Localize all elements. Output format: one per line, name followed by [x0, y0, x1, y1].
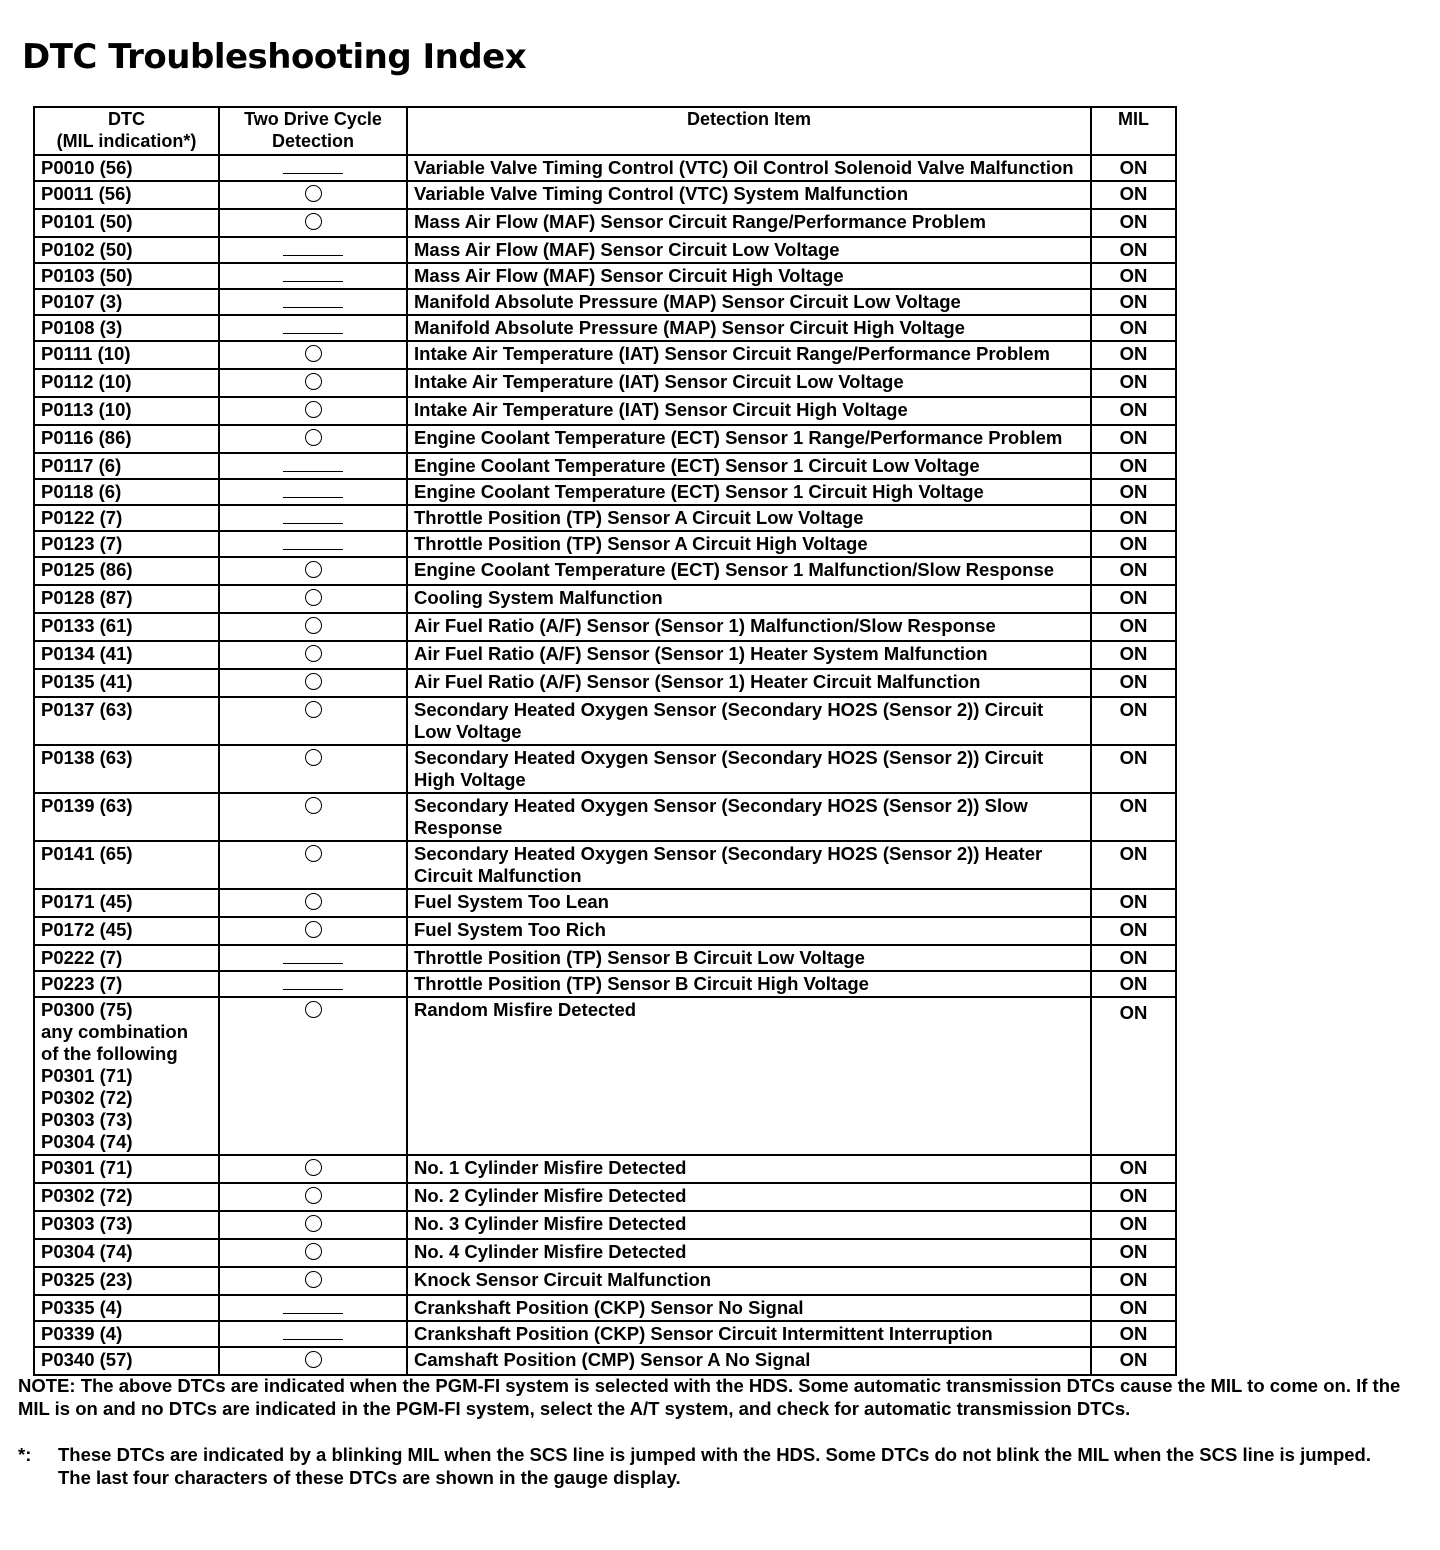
dtc-index-table [33, 106, 1177, 1376]
mil-status: ON [1091, 669, 1176, 697]
two-drive-cycle-cell [219, 1155, 407, 1183]
detection-item: Throttle Position (TP) Sensor B Circuit High Voltage [407, 971, 1091, 997]
two-drive-cycle-cell [219, 479, 407, 505]
two-drive-cycle-cell [219, 181, 407, 209]
dtc-code: P0303 (73) [41, 1109, 133, 1130]
two-drive-cycle-cell [219, 1239, 407, 1267]
dtc-code-cell [34, 745, 219, 793]
dtc-code: P0301 (71) [41, 1157, 133, 1178]
two-drive-cycle-cell [219, 155, 407, 181]
table-row [34, 263, 1176, 289]
mil-status: ON [1091, 945, 1176, 971]
dtc-code: any combination [41, 1021, 188, 1042]
detection-item: Crankshaft Position (CKP) Sensor Circuit Intermittent Interruption [407, 1321, 1091, 1347]
mil-status: ON [1091, 1295, 1176, 1321]
two-drive-cycle-cell [219, 945, 407, 971]
dtc-code-cell [34, 209, 219, 237]
table-row [34, 315, 1176, 341]
table-row [34, 505, 1176, 531]
mil-status: ON [1091, 155, 1176, 181]
circle-icon [305, 185, 322, 202]
detection-item: Secondary Heated Oxygen Sensor (Secondary HO2S (Sensor 2)) Circuit High Voltage [407, 745, 1091, 793]
circle-icon [305, 373, 322, 390]
two-drive-cycle-cell [219, 1211, 407, 1239]
two-drive-cycle-cell [219, 1321, 407, 1347]
table-row [34, 341, 1176, 369]
detection-item: Variable Valve Timing Control (VTC) Oil Control Solenoid Valve Malfunction [407, 155, 1091, 181]
dash-icon [283, 307, 343, 308]
table-row [34, 745, 1176, 793]
detection-item: Mass Air Flow (MAF) Sensor Circuit Range/Performance Problem [407, 209, 1091, 237]
dtc-code-cell [34, 793, 219, 841]
detection-item: Secondary Heated Oxygen Sensor (Secondary HO2S (Sensor 2)) Heater Circuit Malfunction [407, 841, 1091, 889]
dash-icon [283, 173, 343, 174]
dtc-code: P0103 (50) [41, 265, 133, 286]
table-row [34, 531, 1176, 557]
mil-status: ON [1091, 181, 1176, 209]
dtc-code-cell [34, 557, 219, 585]
circle-icon [305, 749, 322, 766]
table-row [34, 557, 1176, 585]
dash-icon [283, 471, 343, 472]
dtc-code: P0138 (63) [41, 747, 133, 768]
dtc-code: P0335 (4) [41, 1297, 123, 1318]
two-drive-cycle-cell [219, 557, 407, 585]
circle-icon [305, 401, 322, 418]
dtc-code-cell [34, 841, 219, 889]
circle-icon [305, 1351, 322, 1368]
two-drive-cycle-cell [219, 641, 407, 669]
two-drive-cycle-cell [219, 531, 407, 557]
detection-item: Mass Air Flow (MAF) Sensor Circuit Low Voltage [407, 237, 1091, 263]
dtc-code: P0111 (10) [41, 343, 131, 364]
detection-item: Throttle Position (TP) Sensor A Circuit Low Voltage [407, 505, 1091, 531]
mil-status: ON [1091, 209, 1176, 237]
table-row [34, 479, 1176, 505]
circle-icon [305, 645, 322, 662]
table-row [34, 1155, 1176, 1183]
header-mil: MIL [1091, 107, 1176, 155]
circle-icon [305, 345, 322, 362]
dtc-code: P0101 (50) [41, 211, 133, 232]
mil-status: ON [1091, 453, 1176, 479]
dtc-code-cell [34, 889, 219, 917]
detection-item: Cooling System Malfunction [407, 585, 1091, 613]
table-row [34, 917, 1176, 945]
circle-icon [305, 1159, 322, 1176]
dtc-code: P0117 (6) [41, 455, 122, 476]
header-dtc-line1: DTC [108, 109, 145, 129]
mil-status: ON [1091, 289, 1176, 315]
two-drive-cycle-cell [219, 315, 407, 341]
detection-item: Engine Coolant Temperature (ECT) Sensor 1 Malfunction/Slow Response [407, 557, 1091, 585]
dtc-code: P0118 (6) [41, 481, 122, 502]
mil-status: ON [1091, 397, 1176, 425]
mil-status: ON [1091, 997, 1176, 1155]
two-drive-cycle-cell [219, 505, 407, 531]
two-drive-cycle-cell [219, 669, 407, 697]
two-drive-cycle-cell [219, 971, 407, 997]
header-two-drive-cycle [219, 107, 407, 155]
detection-item: Engine Coolant Temperature (ECT) Sensor 1 Range/Performance Problem [407, 425, 1091, 453]
footnote-marker: *: [18, 1444, 32, 1465]
detection-item: Random Misfire Detected [407, 997, 1091, 1155]
mil-status: ON [1091, 557, 1176, 585]
dtc-code: P0302 (72) [41, 1087, 133, 1108]
dtc-code-cell [34, 1347, 219, 1375]
two-drive-cycle-cell [219, 369, 407, 397]
detection-item: No. 2 Cylinder Misfire Detected [407, 1183, 1091, 1211]
two-drive-cycle-cell [219, 341, 407, 369]
dtc-code-cell [34, 1211, 219, 1239]
dash-icon [283, 281, 343, 282]
detection-item: Manifold Absolute Pressure (MAP) Sensor Circuit High Voltage [407, 315, 1091, 341]
circle-icon [305, 893, 322, 910]
mil-status: ON [1091, 425, 1176, 453]
dtc-code: P0223 (7) [41, 973, 123, 994]
circle-icon [305, 589, 322, 606]
circle-icon [305, 921, 322, 938]
dtc-code: P0107 (3) [41, 291, 123, 312]
mil-status: ON [1091, 917, 1176, 945]
dtc-code-cell [34, 263, 219, 289]
dtc-code-cell [34, 425, 219, 453]
mil-status: ON [1091, 341, 1176, 369]
dtc-code-cell [34, 453, 219, 479]
dtc-code: P0137 (63) [41, 699, 133, 720]
dtc-code: P0122 (7) [41, 507, 123, 528]
detection-item: Throttle Position (TP) Sensor A Circuit High Voltage [407, 531, 1091, 557]
detection-item: Air Fuel Ratio (A/F) Sensor (Sensor 1) Malfunction/Slow Response [407, 613, 1091, 641]
dtc-code: P0304 (74) [41, 1241, 133, 1262]
table-row [34, 1267, 1176, 1295]
two-drive-cycle-cell [219, 397, 407, 425]
mil-status: ON [1091, 697, 1176, 745]
mil-status: ON [1091, 641, 1176, 669]
dtc-code: P0134 (41) [41, 643, 133, 664]
dtc-code: P0172 (45) [41, 919, 133, 940]
two-drive-cycle-cell [219, 841, 407, 889]
mil-status: ON [1091, 613, 1176, 641]
dtc-code: P0303 (73) [41, 1213, 133, 1234]
footnote [18, 1443, 1408, 1489]
dtc-code: P0113 (10) [41, 399, 132, 420]
dtc-code-cell [34, 479, 219, 505]
detection-item: Variable Valve Timing Control (VTC) System Malfunction [407, 181, 1091, 209]
dtc-code: P0139 (63) [41, 795, 133, 816]
detection-item: Air Fuel Ratio (A/F) Sensor (Sensor 1) Heater Circuit Malfunction [407, 669, 1091, 697]
dash-icon [283, 549, 343, 550]
dash-icon [283, 333, 343, 334]
detection-item: Fuel System Too Rich [407, 917, 1091, 945]
detection-item: Fuel System Too Lean [407, 889, 1091, 917]
mil-status: ON [1091, 315, 1176, 341]
dash-icon [283, 1313, 343, 1314]
table-row [34, 237, 1176, 263]
detection-item: Crankshaft Position (CKP) Sensor No Signal [407, 1295, 1091, 1321]
two-drive-cycle-cell [219, 917, 407, 945]
table-row [34, 971, 1176, 997]
mil-status: ON [1091, 479, 1176, 505]
dtc-code: P0325 (23) [41, 1269, 133, 1290]
dtc-code: P0304 (74) [41, 1131, 133, 1152]
circle-icon [305, 617, 322, 634]
circle-icon [305, 797, 322, 814]
mil-status: ON [1091, 889, 1176, 917]
detection-item: Intake Air Temperature (IAT) Sensor Circuit Range/Performance Problem [407, 341, 1091, 369]
circle-icon [305, 213, 322, 230]
mil-status: ON [1091, 793, 1176, 841]
dtc-code: P0125 (86) [41, 559, 133, 580]
detection-item: Secondary Heated Oxygen Sensor (Secondary HO2S (Sensor 2)) Circuit Low Voltage [407, 697, 1091, 745]
two-drive-cycle-cell [219, 997, 407, 1155]
table-row [34, 669, 1176, 697]
header-row [34, 107, 1176, 155]
table-header [34, 107, 1176, 155]
two-drive-cycle-cell [219, 289, 407, 315]
mil-status: ON [1091, 585, 1176, 613]
circle-icon [305, 1243, 322, 1260]
two-drive-cycle-cell [219, 585, 407, 613]
dtc-code: P0340 (57) [41, 1349, 133, 1370]
dtc-code: P0135 (41) [41, 671, 133, 692]
circle-icon [305, 1001, 322, 1018]
dtc-code-cell [34, 997, 219, 1155]
dtc-code-cell [34, 945, 219, 971]
dtc-code: of the following [41, 1043, 178, 1064]
dtc-code: P0339 (4) [41, 1323, 123, 1344]
mil-status: ON [1091, 1183, 1176, 1211]
table-row [34, 697, 1176, 745]
mil-status: ON [1091, 505, 1176, 531]
table-row [34, 841, 1176, 889]
table-row [34, 369, 1176, 397]
dtc-code-cell [34, 397, 219, 425]
dtc-code: P0102 (50) [41, 239, 133, 260]
two-drive-cycle-cell [219, 697, 407, 745]
dash-icon [283, 255, 343, 256]
mil-status: ON [1091, 1321, 1176, 1347]
dtc-code-cell [34, 341, 219, 369]
dtc-code-cell [34, 289, 219, 315]
dtc-code-cell [34, 697, 219, 745]
table-row [34, 1347, 1176, 1375]
dash-icon [283, 497, 343, 498]
table-row [34, 453, 1176, 479]
detection-item: No. 4 Cylinder Misfire Detected [407, 1239, 1091, 1267]
circle-icon [305, 429, 322, 446]
header-dtc [34, 107, 219, 155]
dtc-code: P0301 (71) [41, 1065, 133, 1086]
table-row [34, 793, 1176, 841]
dtc-code-cell [34, 181, 219, 209]
dtc-code-cell [34, 1295, 219, 1321]
table-row [34, 585, 1176, 613]
two-drive-cycle-cell [219, 263, 407, 289]
mil-status: ON [1091, 369, 1176, 397]
detection-item: Manifold Absolute Pressure (MAP) Sensor Circuit Low Voltage [407, 289, 1091, 315]
dash-icon [283, 1339, 343, 1340]
two-drive-cycle-cell [219, 237, 407, 263]
circle-icon [305, 561, 322, 578]
mil-status: ON [1091, 531, 1176, 557]
dtc-code-cell [34, 585, 219, 613]
dtc-code: P0302 (72) [41, 1185, 133, 1206]
dtc-code: P0011 (56) [41, 183, 132, 204]
two-drive-cycle-cell [219, 425, 407, 453]
two-drive-cycle-cell [219, 793, 407, 841]
header-dtc-line2: (MIL indication*) [56, 131, 197, 151]
dash-icon [283, 989, 343, 990]
detection-item: Throttle Position (TP) Sensor B Circuit Low Voltage [407, 945, 1091, 971]
dtc-code: P0128 (87) [41, 587, 133, 608]
dtc-code-cell [34, 531, 219, 557]
mil-status: ON [1091, 841, 1176, 889]
dtc-code: P0133 (61) [41, 615, 133, 636]
circle-icon [305, 1215, 322, 1232]
dtc-code-cell [34, 917, 219, 945]
table-row [34, 289, 1176, 315]
dtc-code-cell [34, 237, 219, 263]
mil-status: ON [1091, 1239, 1176, 1267]
mil-status: ON [1091, 1211, 1176, 1239]
table-body [34, 155, 1176, 1375]
mil-status: ON [1091, 745, 1176, 793]
mil-status: ON [1091, 1267, 1176, 1295]
note-text: NOTE: The above DTCs are indicated when the PGM-FI system is selected with the HDS. Some automatic transmission DTCs cause the MIL to come on. If the MIL is on and no DTCs are indicated in the PGM-FI system, select the A/T system, and check for automatic transmission DTCs. [18, 1375, 1401, 1419]
detection-item: Knock Sensor Circuit Malfunction [407, 1267, 1091, 1295]
dtc-code: P0222 (7) [41, 947, 123, 968]
dtc-code-cell [34, 155, 219, 181]
table-row [34, 209, 1176, 237]
dtc-code: P0108 (3) [41, 317, 123, 338]
table-row [34, 613, 1176, 641]
dtc-code-cell [34, 369, 219, 397]
circle-icon [305, 1187, 322, 1204]
two-drive-cycle-cell [219, 1347, 407, 1375]
detection-item: No. 1 Cylinder Misfire Detected [407, 1155, 1091, 1183]
table-row [34, 1239, 1176, 1267]
dtc-code-cell [34, 1239, 219, 1267]
dash-icon [283, 523, 343, 524]
footnote-text: These DTCs are indicated by a blinking MIL when the SCS line is jumped with the HDS. Some DTCs do not blink the MIL when the SCS line is jumped. The last four characters of these DTCs are shown in the gauge display. [58, 1444, 1371, 1488]
header-detection-item: Detection Item [407, 107, 1091, 155]
mil-status: ON [1091, 1347, 1176, 1375]
circle-icon [305, 1271, 322, 1288]
dtc-code: P0116 (86) [41, 427, 132, 448]
mil-status: ON [1091, 263, 1176, 289]
table-row [34, 945, 1176, 971]
dtc-code-cell [34, 1183, 219, 1211]
detection-item: Intake Air Temperature (IAT) Sensor Circuit Low Voltage [407, 369, 1091, 397]
detection-item: No. 3 Cylinder Misfire Detected [407, 1211, 1091, 1239]
table-row [34, 997, 1176, 1155]
table-row [34, 1321, 1176, 1347]
dtc-code: P0171 (45) [41, 891, 133, 912]
two-drive-cycle-cell [219, 745, 407, 793]
dtc-code-cell [34, 1267, 219, 1295]
dtc-code-cell [34, 1321, 219, 1347]
circle-icon [305, 845, 322, 862]
mil-status: ON [1091, 971, 1176, 997]
detection-item: Engine Coolant Temperature (ECT) Sensor 1 Circuit High Voltage [407, 479, 1091, 505]
dtc-code-cell [34, 613, 219, 641]
dtc-code-cell [34, 641, 219, 669]
two-drive-cycle-cell [219, 1183, 407, 1211]
dtc-code: P0010 (56) [41, 157, 133, 178]
mil-status: ON [1091, 1155, 1176, 1183]
two-drive-cycle-cell [219, 209, 407, 237]
dtc-code: P0300 (75) [41, 999, 133, 1020]
dtc-code-cell [34, 669, 219, 697]
table-row [34, 1211, 1176, 1239]
dtc-code: P0141 (65) [41, 843, 133, 864]
table-row [34, 181, 1176, 209]
table-row [34, 155, 1176, 181]
two-drive-cycle-cell [219, 1295, 407, 1321]
two-drive-cycle-cell [219, 613, 407, 641]
dtc-code-cell [34, 505, 219, 531]
dtc-code-cell [34, 315, 219, 341]
detection-item: Camshaft Position (CMP) Sensor A No Signal [407, 1347, 1091, 1375]
circle-icon [305, 701, 322, 718]
header-two-drive-line2: Detection [271, 131, 354, 151]
detection-item: Secondary Heated Oxygen Sensor (Secondary HO2S (Sensor 2)) Slow Response [407, 793, 1091, 841]
dtc-code-cell [34, 1155, 219, 1183]
dash-icon [283, 963, 343, 964]
table-row [34, 889, 1176, 917]
table-row [34, 1295, 1176, 1321]
two-drive-cycle-cell [219, 1267, 407, 1295]
table-row [34, 641, 1176, 669]
dtc-code-cell [34, 971, 219, 997]
detection-item: Intake Air Temperature (IAT) Sensor Circuit High Voltage [407, 397, 1091, 425]
dtc-code: P0123 (7) [41, 533, 123, 554]
detection-item: Mass Air Flow (MAF) Sensor Circuit High Voltage [407, 263, 1091, 289]
dtc-code: P0112 (10) [41, 371, 132, 392]
two-drive-cycle-cell [219, 889, 407, 917]
header-two-drive-line1: Two Drive Cycle [244, 109, 382, 129]
table-row [34, 397, 1176, 425]
mil-status: ON [1091, 237, 1176, 263]
circle-icon [305, 673, 322, 690]
two-drive-cycle-cell [219, 453, 407, 479]
table-row [34, 1183, 1176, 1211]
table-row [34, 425, 1176, 453]
page-title: DTC Troubleshooting Index [22, 36, 527, 77]
detection-item: Air Fuel Ratio (A/F) Sensor (Sensor 1) Heater System Malfunction [407, 641, 1091, 669]
detection-item: Engine Coolant Temperature (ECT) Sensor 1 Circuit Low Voltage [407, 453, 1091, 479]
